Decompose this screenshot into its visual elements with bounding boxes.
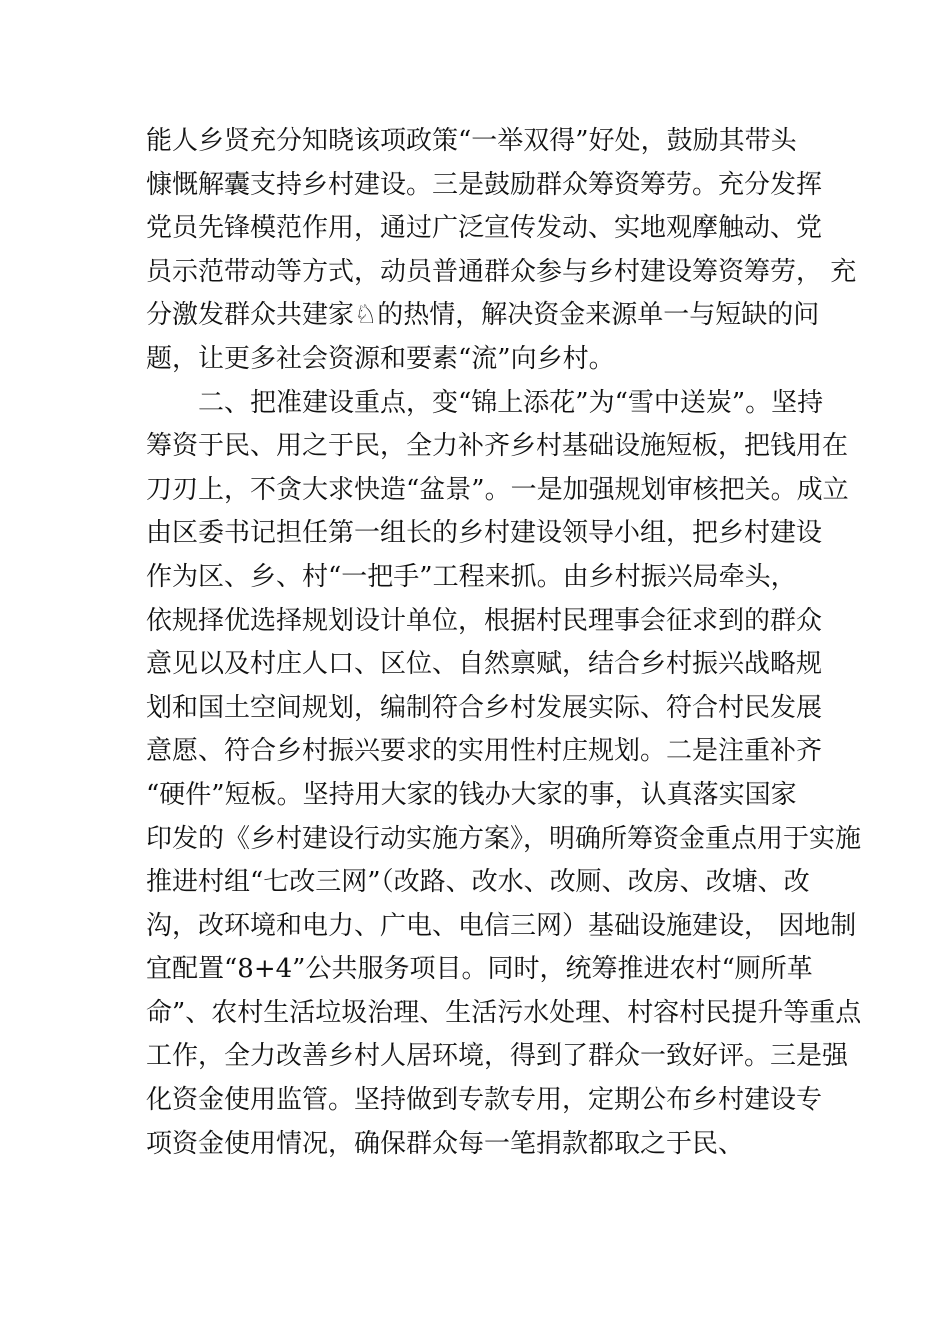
text-line: 筹资于民、用之于民，全力补齐乡村基础设施短板，把钱用在 <box>146 431 849 462</box>
text-line: 意愿、符合乡村振兴要求的实用性村庄规划。二是注重补齐 <box>146 736 823 767</box>
text-line: 化资金使用监管。坚持做到专款专用，定期公布乡村建设专 <box>146 1085 823 1116</box>
text-line: 党员先锋模范作用，通过广泛宣传发动、实地观摩触动、党 <box>146 213 823 244</box>
text-line: “硬件”短板。坚持用大家的钱办大家的事，认真落实国家 <box>146 779 797 810</box>
body-text <box>146 120 862 1166</box>
text-line: 分激发群众共建家♘的热情，解决资金来源单一与短缺的问 <box>146 300 820 331</box>
paragraph-start-line: 二、把准建设重点，变“锦上添花”为“雪中送炭”。坚持 <box>198 387 824 418</box>
text-line: 员示范带动等方式，动员普通群众参与乡村建设筹资筹劳， 充 <box>146 256 857 287</box>
text-line: 刀刃上，不贪大求快造“盆景”。一是加强规划审核把关。成立 <box>146 474 849 505</box>
text-line: 项资金使用情况，确保群众每一笔捐款都取之于民、 <box>146 1128 745 1159</box>
text-line: 依规择优选择规划设计单位，根据村民理事会征求到的群众 <box>146 605 823 636</box>
text-line: 工作，全力改善乡村人居环境，得到了群众一致好评。三是强 <box>146 1041 849 1072</box>
text-line: 能人乡贤充分知晓该项政策“一举双得”好处，鼓励其带头 <box>146 126 797 156</box>
text-line: 意见以及村庄人口、区位、自然禀赋，结合乡村振兴战略规 <box>146 649 823 680</box>
text-line: 题，让更多社会资源和要素“流”向乡村。 <box>146 343 615 374</box>
text-line: 作为区、乡、村“一把手”工程来抓。由乡村振兴局牵头， <box>146 561 797 592</box>
text-line: 由区委书记担任第一组长的乡村建设领导小组，把乡村建设 <box>146 518 823 549</box>
text-line: 印发的《乡村建设行动实施方案》，明确所筹资金重点用于实施 <box>146 823 862 854</box>
text-line: 沟，改环境和电力、广电、电信三网）基础设施建设， 因地制 <box>146 910 857 941</box>
text-line: 宜配置“8+4”公共服务项目。同时，统筹推进农村“厕所革 <box>146 954 813 985</box>
text-line: 划和国土空间规划，编制符合乡村发展实际、符合村民发展 <box>146 692 823 723</box>
text-line: 推进村组“七改三网”（改路、改水、改厕、改房、改塘、改 <box>146 867 810 898</box>
text-line: 命”、农村生活垃圾治理、生活污水处理、村容村民提升等重点 <box>146 997 862 1028</box>
text-line: 慷慨解囊支持乡村建设。三是鼓励群众筹资筹劳。充分发挥 <box>146 169 823 200</box>
